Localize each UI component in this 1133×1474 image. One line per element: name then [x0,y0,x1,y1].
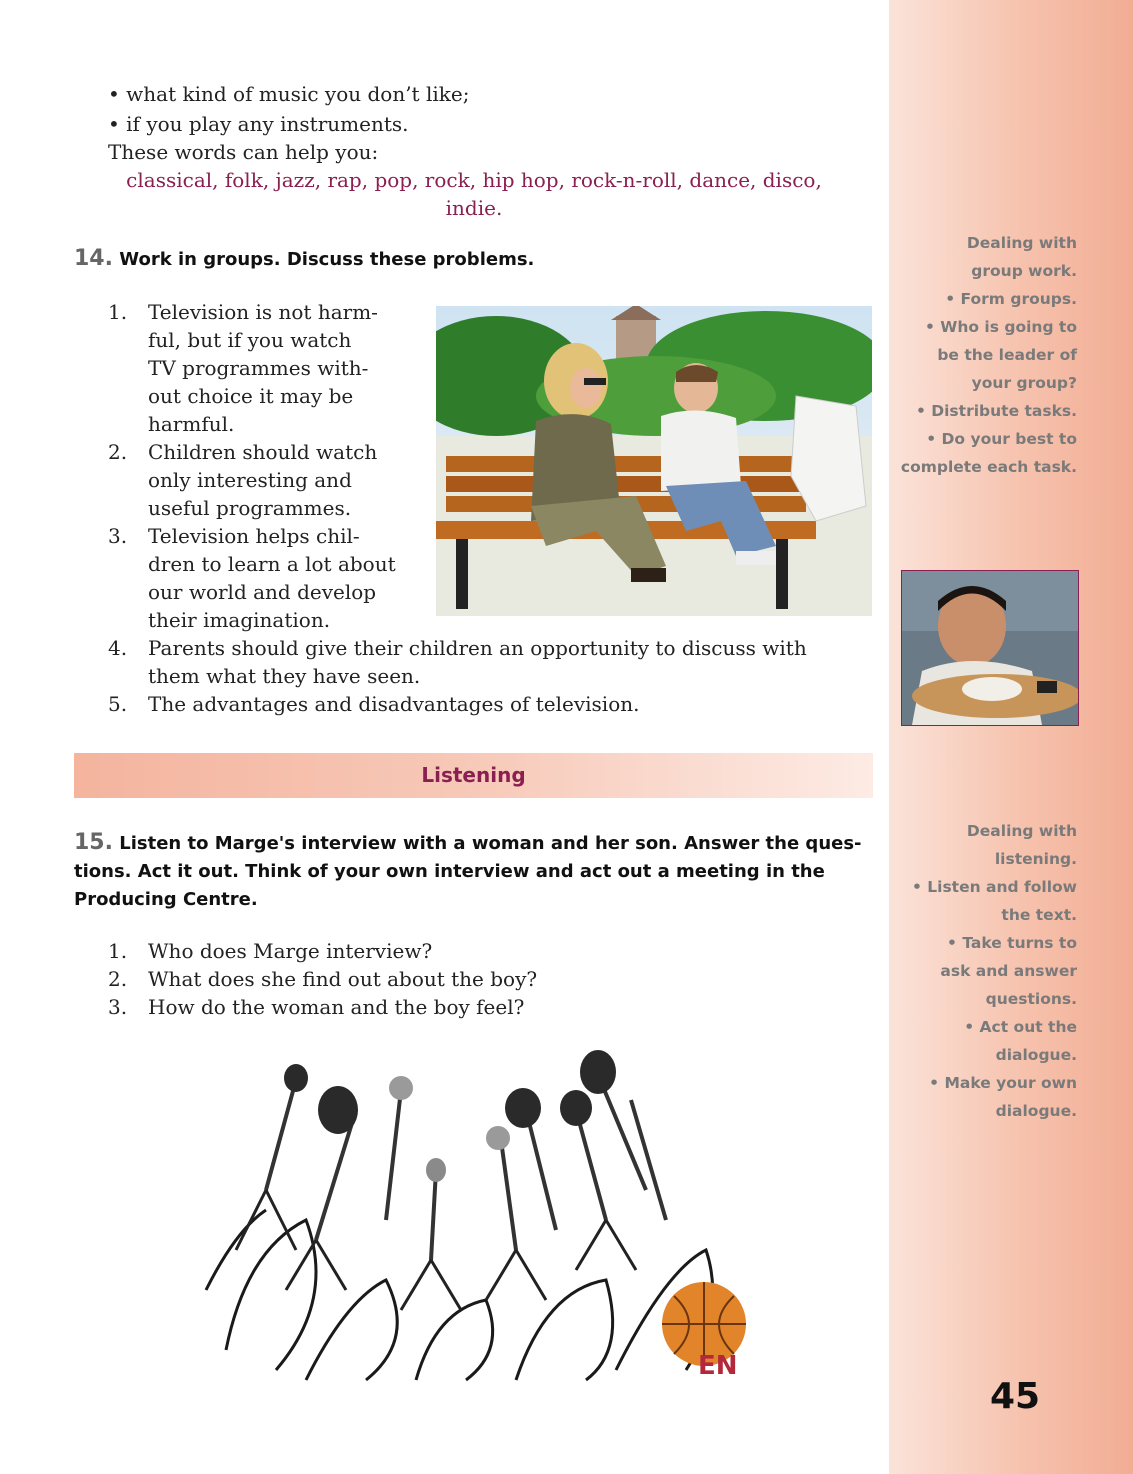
exercise-number: 15. [74,830,113,855]
bullet-item: • if you play any instruments. [108,112,409,136]
word-list: indie. [445,196,503,220]
helper-intro: These words can help you: [108,140,379,164]
margin-sidebar [889,0,1133,1474]
exercise-15-title: 15. Listen to Marge's interview with a woman and her son. Answer the ques- tions. Act it out. Think of your own interview and act out a meeting in the Producing Centre. [74,830,862,910]
exercise-instruction: Work in groups. Discuss these problems. [119,249,535,270]
bullet-item: • what kind of music you don’t like; [108,82,470,106]
logo-text: EN [698,1351,738,1380]
boy-eating-photo [901,570,1079,726]
exercise-14-title [74,245,534,274]
exercise-number: 14. [74,246,113,271]
sidebar-tip-group-work: Dealing with group work. • Form groups. • Who is going to be the leader of your group? • Distribute tasks. • Do your best to complete each task. [900,234,1077,476]
sidebar-tip-listening: Dealing with listening. • Listen and follow the text. • Take turns to ask and answer questions. • Act out the dialogue. • Make your own dialogue. [911,822,1077,1120]
word-list: classical, folk, jazz, rap, pop, rock, hip hop, rock-n-roll, dance, disco, [126,168,822,192]
page-number: 45 [990,1376,1041,1417]
section-heading: Listening [421,763,526,787]
basketball-logo [658,1280,750,1380]
park-bench-photo [436,306,872,616]
section-heading-band [74,753,873,798]
